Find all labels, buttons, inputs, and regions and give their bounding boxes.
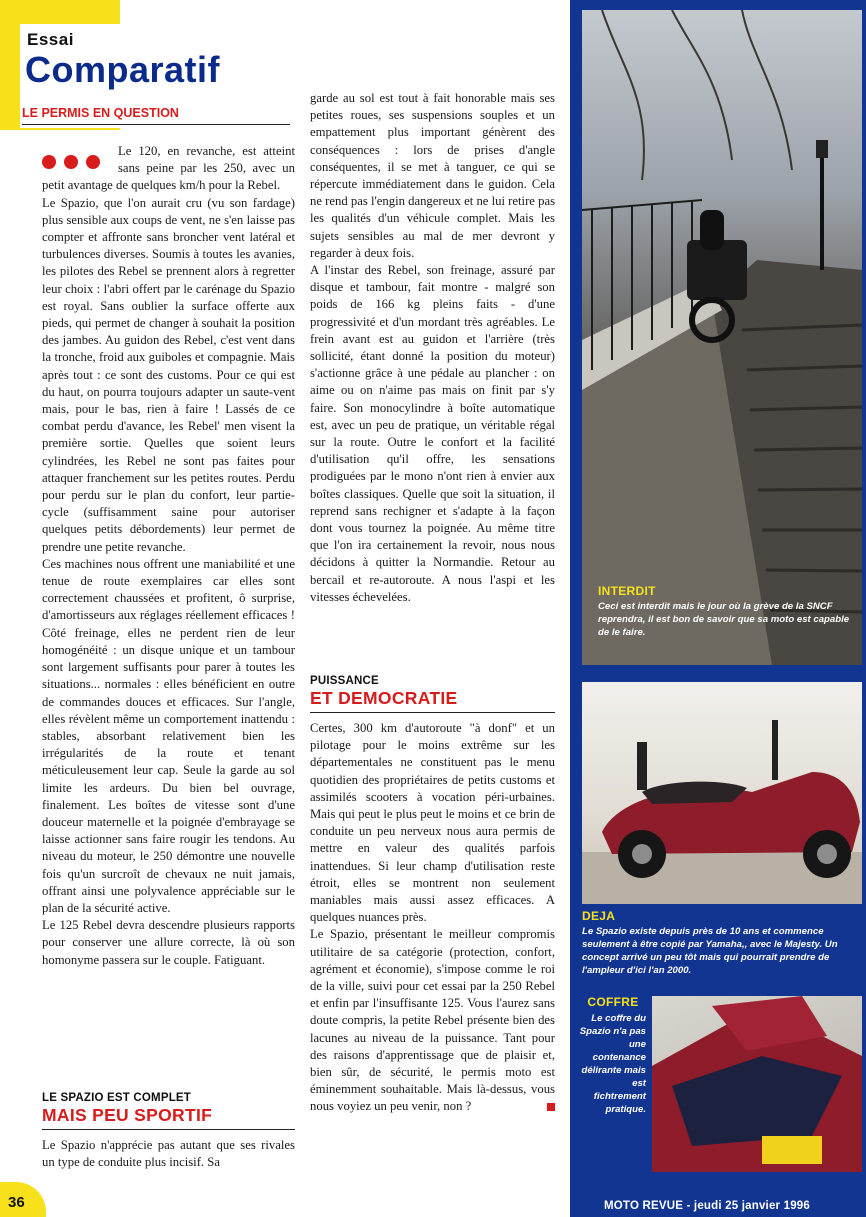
paragraph: garde au sol est tout à fait honorable mais ses petites roues, ses suspensions souples et un empattement plus important génèrent des conséquences : lors de prises d'angle conséquentes, il se met à tanguer, ce qui se répercute immédiatement dans le guidon. Cela ne rend pas l'engin dangereux et ne lui retire pas les qualités d'un véhicule complet. Mais les sujets sensibles au mal de mer devront y regarder à deux fois. [310, 91, 556, 260]
article-column-2-end [310, 720, 555, 1116]
paragraph: Le 120, en revanche, est atteint sans peine par les 250, avec un petit avantage de quelques km/h pour la Rebel. [42, 144, 295, 193]
section-heading-puissance [310, 675, 555, 713]
photo-stairs-motorcycle [582, 10, 862, 665]
caption-title-interdit: INTERDIT [598, 584, 656, 598]
page-title: Comparatif [25, 49, 221, 90]
section-kicker: Essai [27, 30, 74, 49]
caption-text-coffre: Le coffre du Spazio n'a pas une contenance délirante mais est fichtrement pratique. [579, 1013, 646, 1115]
paragraph: Le Spazio n'apprécie pas autant que ses rivales un type de conduite plus incisif. Sa [42, 1138, 295, 1170]
article-column-1 [42, 143, 295, 969]
photo-spazio-scooter [582, 682, 862, 904]
article-column-2 [310, 90, 555, 606]
caption-title-coffre: COFFRE [587, 995, 639, 1009]
paragraph: Certes, 300 km d'autoroute "à donf" et un pilotage pour le moins extrême sur les départementales ne constituent pas le menu quotidien des propriétaires de petits customs et assimilés scooters à vocation péri-urbaines. Mais qui peut le plus peut le moins et ce brin de conduite un peu nerveux nous aura permis de mettre en valeur des qualités parfois inattendues. Si leur champ d'utilisation reste étroit, elles se montrent non seulement maniables mais aussi assez efficaces. A quelques nuances près. [310, 721, 555, 925]
paragraph-text: Le Spazio, présentant le meilleur compromis utilitaire de sa catégorie (protection, confort, agrément et économie), s'impose comme le roi de la ville, suivi pour cet essai par la 250 Rebel et enfin par l'insuffisante 125. Vous l'aurez sans doute compris, la petite Rebel présente bien des lacunes au niveau de la puissance. Tant pour des raisons d'apprentissage que de plaisir et, bien sûr, de sécurité, le permis moto est éminemment souhaitable. Mais là-dessus, vous nous voyiez un peu venir, non ? [310, 927, 555, 1114]
stairs-illustration [582, 10, 862, 665]
paragraph: Ces machines nous offrent une maniabilité et une tenue de route exemplaires car elles sont correctement chaussées et profitent, ô surprise, d'amortisseurs aux réglages réellement efficaces ! Côté freinage, elles ne perdent rien de leur homogénéité : un disque unique et un tambour sont largement suffisants pour parer à toutes les situations... normales : elles bénéficient en outre de commandes douces et efficaces. Sur l'angle, elles révèlent même un comportement inattendu : stables, absorbant relativement bien les irrégularités de la route et tenant méticuleusement leur cap. Seule la garde au sol limite les ardeurs. Du bien bel ouvrage, finalement. Les boîtes de vitesse sont d'une douceur maternelle et la poignée d'embrayage se laisse actionner sans faire rougir les tendons. Au niveau du moteur, le 250 démontre une nouvelle fois qu'un surcroît de chevaux ne nuit jamais, offrant ainsi une polyvalence appréciable sur le plan de la sécurité active. [42, 556, 295, 915]
trunk-illustration [652, 996, 862, 1172]
end-square-icon [547, 1103, 555, 1111]
subtitle-divider [22, 124, 290, 125]
caption-title-deja: DEJA [582, 909, 616, 923]
publication-footer: MOTO REVUE - jeudi 25 janvier 1996 [604, 1200, 810, 1212]
scooter-illustration [582, 682, 862, 904]
page-subtitle: LE PERMIS EN QUESTION [22, 106, 179, 120]
section-heading-big: MAIS PEU SPORTIF [42, 1105, 213, 1125]
section-heading-small: PUISSANCE [310, 675, 379, 687]
paragraph: Le 125 Rebel devra descendre plusieurs rapports pour conserver une allure correcte, là où son homonyme passera sur le couple. Fatiguant. [42, 918, 295, 967]
page-number: 36 [8, 1194, 25, 1211]
section-heading-small: LE SPAZIO EST COMPLET [42, 1092, 192, 1104]
bullet-dots-icon [42, 143, 118, 177]
paragraph: Le Spazio, que l'on aurait cru (vu son fardage) plus sensible aux coups de vent, ne s'en laisse pas compter et affronte sans broncher vent latéral et turbulences diverses. Soumis à toutes les avanies, les pilotes des Rebel se prennent alors à regretter leur choix : l'abri offert par le carénage du Spazio est royal. Sans oublier la surface offerte aux pieds, qui permet de changer à souhait la position des jambes. Au guidon des Rebel, c'est vent dans la tronche, froid aux guiboles et compagnie. Mais après tout : ce sont des customs. Pour ce qui est du haut, on pourra toujours adapter un saute-vent mais, pour le bas, rien à faire ! Lassés de ce combat perdu d'avance, les Rebel' men visent la première sortie. Quelles que soient leurs cylindrées, les Rebel ne sont pas faites pour attaquer franchement sur les petites routes. Perdu pour perdu sur le plan du confort, leur partie-cycle (suffisamment saine pour autoriser quelques petits débordements) leur permet de prendre une petite revanche. [42, 195, 295, 554]
caption-text-interdit: Ceci est interdit mais le jour où la grève de la SNCF reprendra, il est bon de savoir que sa moto est capable de le faire. [598, 601, 850, 638]
article-column-1-end [42, 1137, 295, 1171]
photo-spazio-trunk [652, 996, 862, 1172]
paragraph [310, 926, 555, 1115]
section-heading-big: ET DEMOCRATIE [310, 688, 458, 708]
section-divider [310, 712, 555, 713]
paragraph: A l'instar des Rebel, son freinage, assuré par disque et tambour, fait montre - malgré son poids de 166 kg pleins faits - d'une progressivité et d'un mordant très agréables. Le frein avant est au guidon et l'arrière (très sollicité, étant donné la position du moteur) s'actionne grâce à une pédale au plancher : on aime ou on n'aime pas mais on finit par s'y faire. Son monocylindre à boîte automatique est, avec un peu de pratique, un véritable régal sur la route. Outre le confort et la facilité d'utilisation qu'il offre, les sensations prodiguées par le mono n'ont rien à envier aux boîtes classiques. Quelle que soit la situation, il reprend sans rechigner et s'adapte à la façon dont vous tournez la poignée. Au même titre que l'on ira certainement la revoir, nous nous décidons à quitter la Normandie. Retour au bercail et re-autoroute. A nous l'aspi et les vitesses échevelées. [310, 263, 555, 604]
section-heading-spazio [42, 1092, 295, 1130]
section-divider [42, 1129, 295, 1130]
caption-text-deja: Le Spazio existe depuis près de 10 ans et commence seulement à être copié par Yamaha,, avec le Majesty. Un concept arrivé un peu tôt mais qui pourrait prendre de l'ampleur d'ici l'an 2000. [582, 926, 838, 976]
